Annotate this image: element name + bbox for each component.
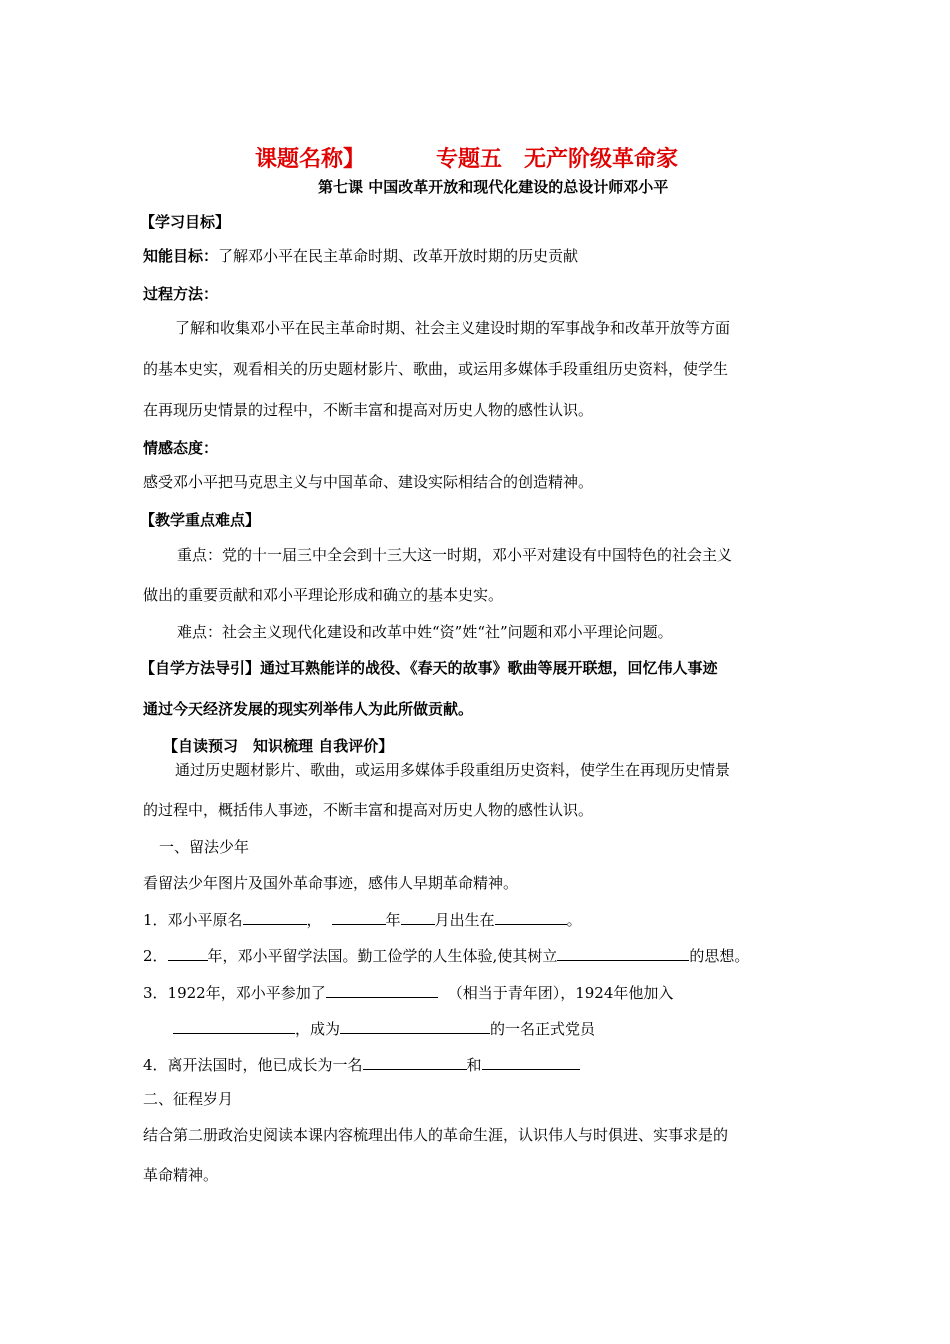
q4-blank-2[interactable] — [482, 1053, 580, 1070]
page-subtitle: 第七课 中国改革开放和现代化建设的总设计师邓小平 — [318, 178, 669, 196]
preview-line: 通过历史题材影片、歌曲，或运用多媒体手段重组历史资料，使学生在再现历史情景 — [175, 761, 731, 779]
method-guide-line: 通过今天经济发展的现实列举伟人为此所做贡献。 — [143, 700, 474, 718]
q4-text: 和 — [466, 1056, 482, 1074]
q2-blank-year[interactable] — [168, 944, 208, 961]
q2-text: 2． — [143, 947, 168, 965]
q3-text: （相当于青年团），1924年他加入 — [447, 984, 674, 1002]
section2-heading: 二、征程岁月 — [143, 1090, 234, 1108]
q3-blank-org[interactable] — [326, 981, 438, 998]
question-3-continued — [173, 1017, 595, 1039]
process-label: 过程方法： — [143, 285, 219, 303]
q1-blank-name[interactable] — [243, 908, 307, 925]
q3-text: ，成为 — [295, 1020, 341, 1038]
emotion-text: 感受邓小平把马克思主义与中国革命、建设实际相结合的创造精神。 — [143, 473, 594, 491]
q2-text: 年，邓小平留学法国。勤工俭学的人生体验,使其树立 — [207, 947, 558, 965]
preview-heading: 【自读预习 知识梳理 自我评价】 — [163, 737, 394, 755]
q1-text: ， — [306, 911, 322, 929]
preview-line: 的过程中，概括伟人事迹，不断丰富和提高对历史人物的感性认识。 — [143, 801, 594, 819]
knowledge-text: 了解邓小平在民主革命时期、改革开放时期的历史贡献 — [218, 247, 579, 265]
q1-blank-month[interactable] — [401, 908, 435, 925]
q3-blank-party[interactable] — [340, 1017, 490, 1034]
q3-text: 3．1922年，邓小平参加了 — [143, 984, 326, 1002]
q3-blank-join[interactable] — [173, 1017, 295, 1034]
q2-blank-thought[interactable] — [557, 944, 689, 961]
question-2 — [143, 944, 749, 966]
page-title-left: 课题名称】 — [255, 147, 366, 172]
knowledge-objective — [143, 246, 578, 266]
q4-text: 4．离开法国时，他已成长为一名 — [143, 1056, 363, 1074]
page-title-right: 专题五 无产阶级革命家 — [436, 147, 679, 172]
q1-text: 1．邓小平原名 — [143, 911, 243, 929]
question-4 — [143, 1053, 580, 1075]
q2-text: 的思想。 — [689, 947, 750, 965]
question-3 — [143, 981, 673, 1003]
difficulty-line: 难点：社会主义现代化建设和改革中姓“资”姓“社”问题和邓小平理论问题。 — [177, 623, 673, 641]
process-line: 在再现历史情景的过程中，不断丰富和提高对历史人物的感性认识。 — [143, 401, 594, 419]
q1-text: 。 — [566, 911, 582, 929]
section1-heading: 一、留法少年 — [159, 838, 250, 856]
q1-text: 月出生在 — [434, 911, 495, 929]
section2-line: 革命精神。 — [143, 1166, 219, 1184]
q1-blank-year[interactable] — [332, 908, 386, 925]
q4-blank-1[interactable] — [363, 1053, 467, 1070]
process-line: 了解和收集邓小平在民主革命时期、社会主义建设时期的军事战争和改革开放等方面 — [175, 319, 731, 337]
focus-line: 做出的重要贡献和邓小平理论形成和确立的基本史实。 — [143, 586, 504, 604]
process-line: 的基本史实，观看相关的历史题材影片、歌曲，或运用多媒体手段重组历史资料，使学生 — [143, 360, 729, 378]
section2-line: 结合第二册政治史阅读本课内容梳理出伟人的革命生涯，认识伟人与时俱进、实事求是的 — [143, 1126, 729, 1144]
objectives-heading: 【学习目标】 — [140, 213, 231, 231]
q1-text: 年 — [385, 911, 401, 929]
emotion-label: 情感态度： — [143, 439, 219, 457]
q1-blank-place[interactable] — [495, 908, 567, 925]
knowledge-label: 知能目标： — [143, 247, 219, 265]
q3-text: 的一名正式党员 — [490, 1020, 596, 1038]
focus-line: 重点：党的十一届三中全会到十三大这一时期，邓小平对建设有中国特色的社会主义 — [177, 546, 733, 564]
key-points-heading: 【教学重点难点】 — [140, 511, 261, 529]
method-guide-line: 【自学方法导引】通过耳熟能详的战役、《春天的故事》歌曲等展开联想，回忆伟人事迹 — [140, 659, 718, 677]
question-1 — [143, 908, 582, 930]
section1-intro: 看留法少年图片及国外革命事迹，感伟人早期革命精神。 — [143, 874, 519, 892]
